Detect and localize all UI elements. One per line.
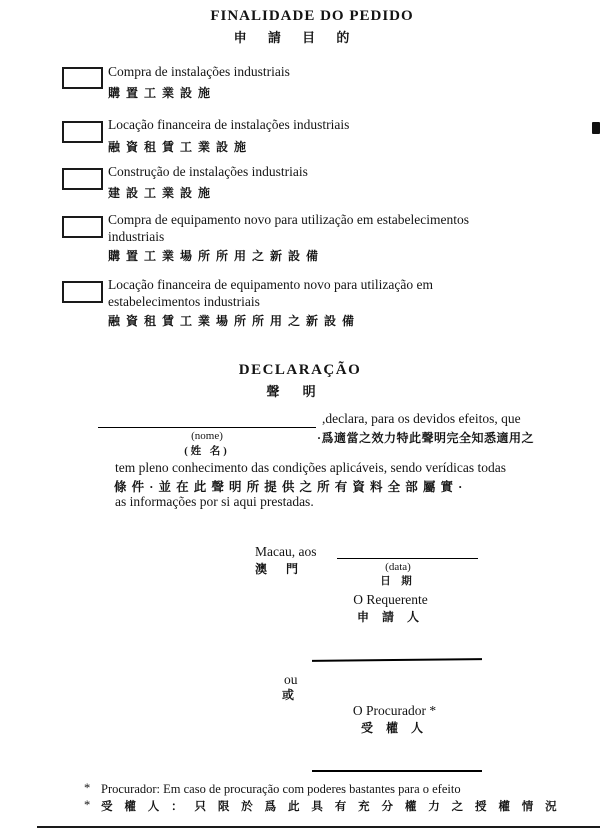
- ou-label-zh: 或: [282, 688, 295, 702]
- requerente-label: O Requerente: [353, 592, 428, 607]
- option-label: Compra de instalações industriais: [108, 64, 290, 79]
- option-label: Compra de equipamento novo para utilização em estabelecimentos: [108, 212, 469, 227]
- scan-artifact: [592, 122, 600, 134]
- option-label: Locação financeira de equipamento novo para utilização em: [108, 277, 433, 292]
- option-label-zh: 建 設 工 業 設 施: [108, 186, 212, 200]
- option-label-zh: 融 資 租 賃 工 業 場 所 所 用 之 新 設 備: [108, 314, 356, 328]
- checkbox-compra-equipamento[interactable]: [62, 216, 103, 238]
- name-fill-line[interactable]: [98, 427, 316, 428]
- requerente-label-zh: 申 請 人: [356, 610, 424, 624]
- requerente-signature-line[interactable]: [312, 658, 482, 662]
- date-label-zh: 日 期: [380, 576, 416, 587]
- footnote-text: Procurador: Em caso de procuração com poderes bastantes para o efeito: [101, 782, 461, 796]
- footnote-marker: *: [84, 781, 91, 795]
- declaration-body-zh: 條 件 · 並 在 此 聲 明 所 提 供 之 所 有 資 料 全 部 屬 實 ·: [114, 480, 464, 494]
- option-label: Locação financeira de instalações industriais: [108, 117, 350, 132]
- name-label: (nome): [191, 430, 223, 442]
- procurador-label: O Procurador *: [352, 703, 437, 718]
- declaration-heading: DECLARAÇÃO: [238, 362, 362, 378]
- footnote-text-zh: 受 權 人 ： 只 限 於 爲 此 具 有 充 分 權 力 之 授 權 情 況: [101, 801, 562, 813]
- date-fill-line[interactable]: [337, 558, 478, 559]
- option-label-line2: industriais: [108, 229, 165, 244]
- page-bottom-rule: [37, 826, 600, 828]
- name-label-zh: (姓 名): [184, 446, 230, 457]
- declara-text-zh: ·爲適當之效力特此聲明完全知悉適用之: [317, 431, 535, 445]
- procurador-signature-line[interactable]: [312, 770, 482, 772]
- declara-text: ,declara, para os devidos efeitos, que: [322, 411, 521, 426]
- option-label: Construção de instalações industriais: [108, 164, 308, 179]
- option-label-zh: 購 置 工 業 場 所 所 用 之 新 設 備: [108, 249, 320, 263]
- macau-label-zh: 澳 門: [255, 562, 307, 576]
- declaration-body-line1: tem pleno conhecimento das condições aplicáveis, sendo verídicas todas: [115, 460, 506, 475]
- footnote-marker-zh: *: [84, 798, 91, 812]
- option-label-line2: estabelecimentos industriais: [108, 294, 260, 309]
- checkbox-construcao-instalacoes[interactable]: [62, 168, 103, 190]
- option-label-zh: 融 資 租 賃 工 業 設 施: [108, 140, 248, 154]
- ou-label: ou: [284, 672, 298, 687]
- checkbox-locacao-equipamento[interactable]: [62, 281, 103, 303]
- option-label-zh: 購 置 工 業 設 施: [108, 86, 212, 100]
- page-title-zh: 申 請 目 的: [233, 30, 359, 45]
- macau-label: Macau, aos: [255, 544, 317, 559]
- page-title: FINALIDADE DO PEDIDO: [210, 8, 414, 24]
- declaration-body-line2: as informações por si aqui prestadas.: [115, 494, 314, 509]
- procurador-label-zh: 受 權 人: [360, 721, 428, 735]
- date-label: (data): [385, 561, 411, 573]
- declaration-heading-zh: 聲 明: [266, 384, 326, 399]
- checkbox-locacao-instalacoes[interactable]: [62, 121, 103, 143]
- checkbox-compra-instalacoes[interactable]: [62, 67, 103, 89]
